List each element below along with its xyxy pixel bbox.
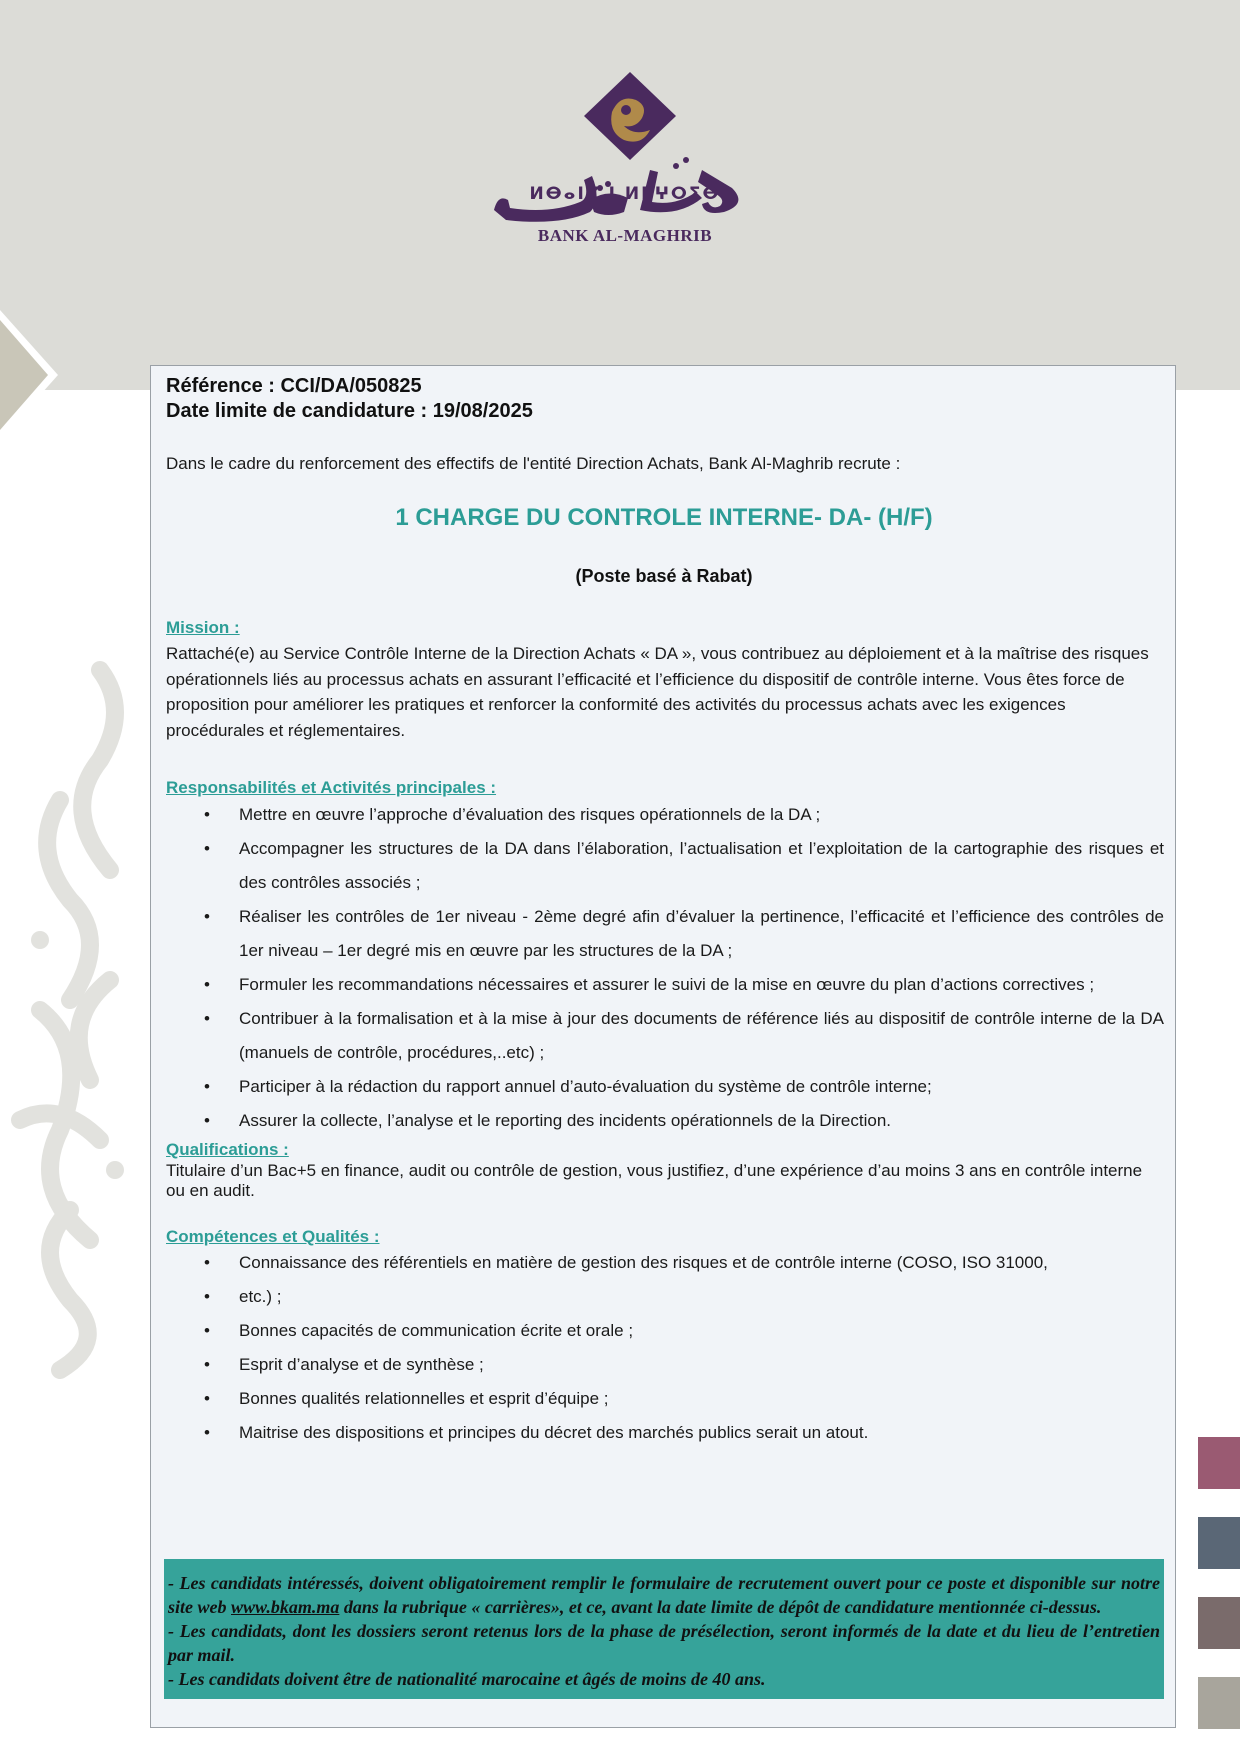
list-item: • Esprit d’analyse et de synthèse ;	[204, 1355, 484, 1374]
application-notice	[164, 1559, 1164, 1699]
application-deadline: Date limite de candidature : 19/08/2025	[166, 400, 533, 422]
job-location: (Poste basé à Rabat)	[575, 566, 753, 586]
competences-list	[166, 1246, 1164, 1450]
decorative-calligraphy	[0, 650, 150, 1380]
swatch-slate	[1198, 1517, 1240, 1569]
bank-logo	[480, 60, 770, 260]
list-item: • Mettre en œuvre l’approche d’évaluation des risques opérationnels de la DA ;	[204, 805, 821, 824]
decorative-arrow	[0, 310, 70, 440]
list-item: • etc.) ;	[204, 1287, 282, 1306]
list-item: • Bonnes capacités de communication écrite et orale ;	[204, 1321, 634, 1340]
notice-text-1: - Les candidats intéressés, doivent obligatoirement remplir le formulaire de recrutement ouvert pour ce poste et disponible sur notre site web	[168, 1573, 1160, 1617]
list-item: • Accompagner les structures de la DA dans l’élaboration, l’actualisation et l’exploitation de la cartographie des risques et des contrôles associés ;	[204, 839, 1164, 892]
list-item: • Formuler les recommandations nécessaires et assurer le suivi de la mise en œuvre du plan d’actions correctives ;	[204, 975, 1095, 994]
job-title: 1 CHARGE DU CONTROLE INTERNE- DA- (H/F)	[395, 504, 933, 531]
swatch-mauve	[1198, 1597, 1240, 1649]
list-item: • Connaissance des référentiels en matière de gestion des risques et de contrôle interne (COSO, ISO 31000,	[204, 1253, 1048, 1272]
list-item: • Maitrise des dispositions et principes du décret des marchés publics serait un atout.	[204, 1423, 869, 1442]
notice-text-1b: dans la rubrique « carrières», et ce, avant la date limite de dépôt de candidature mentionnée ci-dessus.	[339, 1597, 1102, 1617]
mission-text: Rattaché(e) au Service Contrôle Interne de la Direction Achats « DA », vous contribuez au déploiement et à la maîtrise des risques opérationnels liés au processus achats en assurant l’efficacité et l’efficience du dispositif de contrôle interne. Vous êtes force de proposition pour améliorer les pratiques et renforcer la conformité des activités du processus achats avec les exigences procédurales et réglementaires.	[166, 644, 1149, 740]
list-item: • Participer à la rédaction du rapport annuel d’auto-évaluation du système de contrôle interne;	[204, 1077, 932, 1096]
reference-number: Référence : CCI/DA/050825	[166, 375, 422, 397]
list-item: • Assurer la collecte, l’analyse et le reporting des incidents opérationnels de la Direction.	[204, 1111, 892, 1130]
swatch-stone	[1198, 1677, 1240, 1729]
intro-text: Dans le cadre du renforcement des effectifs de l'entité Direction Achats, Bank Al-Maghrib recrute :	[166, 454, 901, 473]
notice-text-2: - Les candidats, dont les dossiers seront retenus lors de la phase de présélection, seront informés de la date et du lieu de l’entretien par mail.	[168, 1621, 1160, 1665]
list-item: • Contribuer à la formalisation et à la mise à jour des documents de référence liés au dispositif de contrôle interne de la DA (manuels de contrôle, procédures,..etc) ;	[204, 1009, 1164, 1062]
job-offer-card	[150, 365, 1176, 1728]
logo-name: BANK AL-MAGHRIB	[537, 226, 713, 245]
responsibilities-heading: Responsabilités et Activités principales :	[166, 778, 497, 797]
notice-text-3: - Les candidats doivent être de nationalité marocaine et âgés de moins de 40 ans.	[168, 1669, 766, 1689]
logo-tifinagh: ⵍⴱⴰⵏⴽ ⵏ ⵍⵎⵖⵔⵉⴱ	[529, 184, 721, 204]
list-item: • Bonnes qualités relationnelles et esprit d’équipe ;	[204, 1389, 609, 1408]
list-item: • Réaliser les contrôles de 1er niveau - 2ème degré afin d’évaluer la pertinence, l’efficacité et l’efficience des contrôles de 1er niveau – 1er degré mis en œuvre par les structures de la DA ;	[204, 907, 1164, 960]
swatch-rose	[1198, 1437, 1240, 1489]
competences-heading: Compétences et Qualités :	[166, 1227, 380, 1246]
qualifications-heading: Qualifications :	[166, 1140, 289, 1159]
reference-block	[166, 374, 533, 424]
mission-heading: Mission :	[166, 618, 240, 637]
qualifications-text: Titulaire d’un Bac+5 en finance, audit ou contrôle de gestion, vous justifiez, d’une expérience d’au moins 3 ans en contrôle interne ou en audit.	[166, 1161, 1143, 1200]
website-link[interactable]: www.bkam.ma	[231, 1597, 340, 1617]
responsibilities-list	[166, 798, 1164, 1138]
